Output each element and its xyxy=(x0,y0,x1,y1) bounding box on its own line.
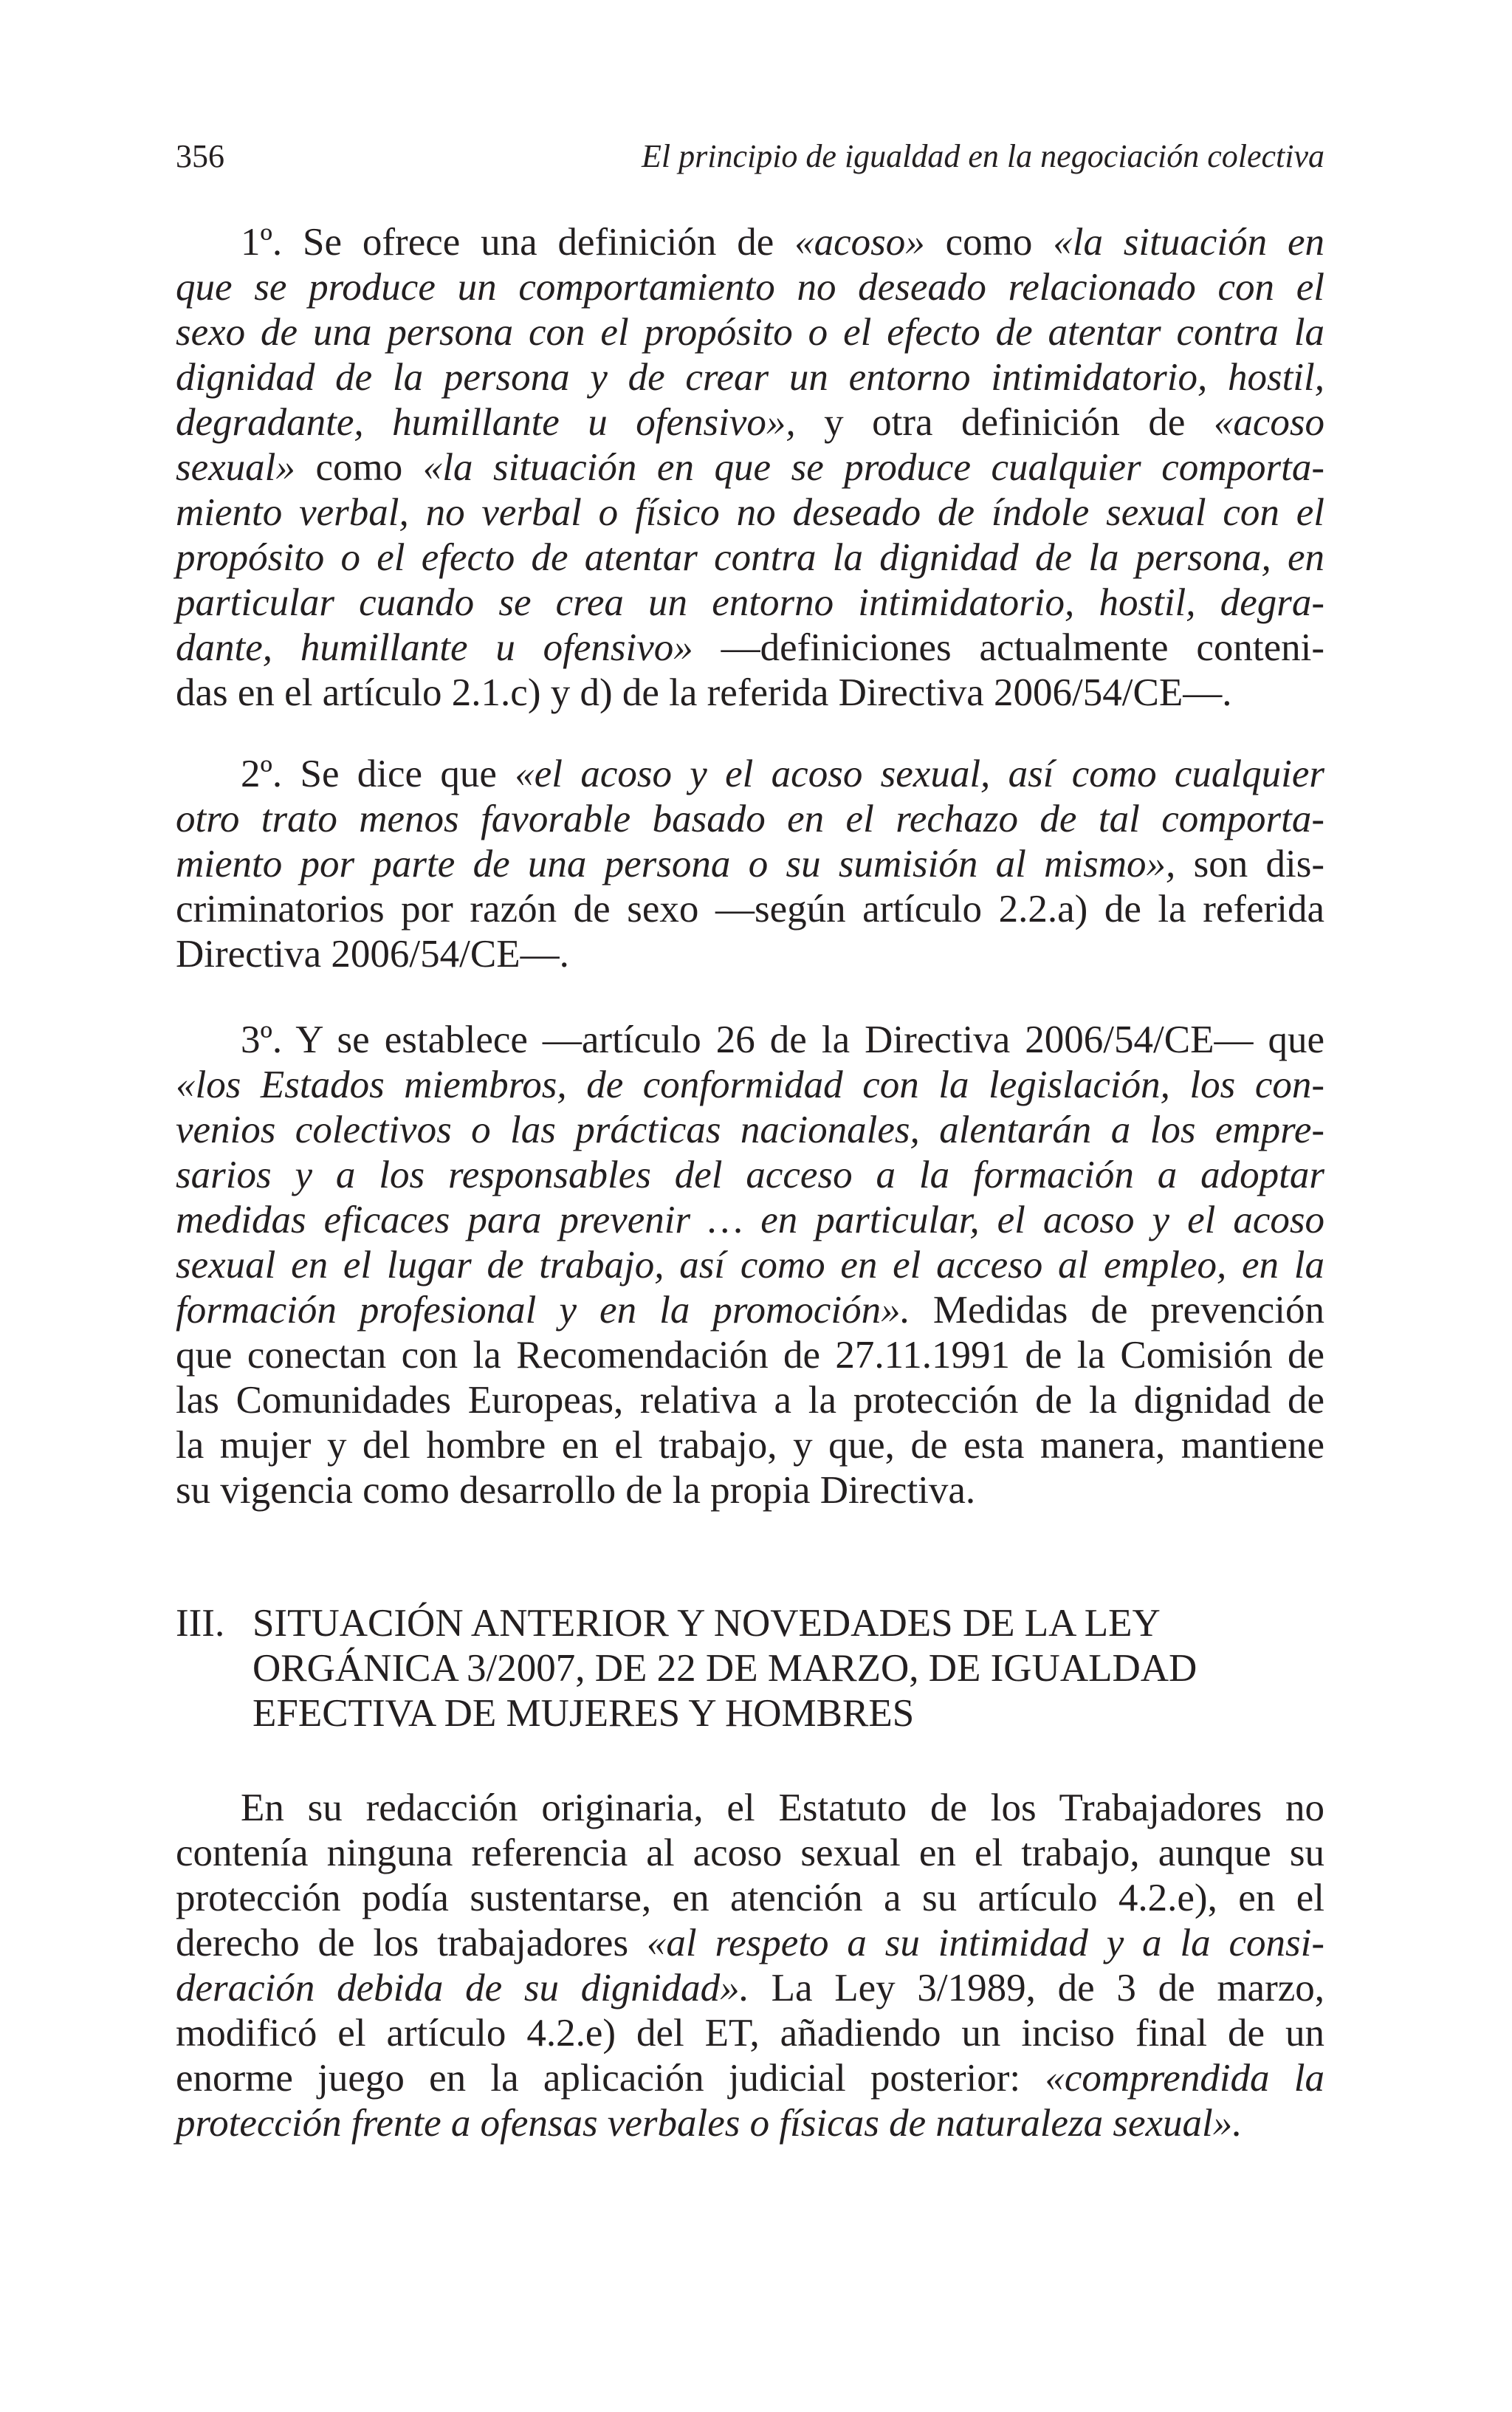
section-heading-line: ORGÁNICA 3/2007, DE 22 DE MARZO, DE IGUALDAD xyxy=(252,1647,1197,1690)
text-line xyxy=(176,1966,1324,2011)
text-line xyxy=(176,220,1324,265)
text-segment: —definiciones actualmente conteni- xyxy=(693,626,1324,669)
italic-text: sexual» xyxy=(176,446,295,489)
paragraph-1 xyxy=(176,220,1324,716)
text-line xyxy=(176,355,1324,400)
italic-text: sexo de una persona con el propósito o el efecto de atentar contra la xyxy=(176,311,1324,354)
text-segment: modificó el artículo 4.2.e) del ET, añadiendo un inciso final de un xyxy=(176,2012,1324,2055)
text-line xyxy=(176,1108,1324,1153)
text-line xyxy=(176,2101,1324,2146)
text-segment: criminatorios por razón de sexo —según artículo 2.2.a) de la referida xyxy=(176,888,1324,931)
italic-text: «la situación en que se produce cualquier comporta- xyxy=(422,446,1324,489)
italic-text: «al respeto a su intimidad y a la consi- xyxy=(646,1922,1324,1964)
text-segment: enorme juego en la aplicación judicial posterior: xyxy=(176,2057,1045,2100)
italic-text: venios colectivos o las prácticas nacionales, alentarán a los empre- xyxy=(176,1109,1324,1151)
italic-text: propósito o el efecto de atentar contra la dignidad de la persona, en xyxy=(176,536,1324,579)
paragraph-4 xyxy=(176,1786,1324,2146)
italic-text: sexual en el lugar de trabajo, así como en el acceso al empleo, en la xyxy=(176,1244,1324,1286)
text-segment: derecho de los trabajadores xyxy=(176,1922,647,1964)
section-heading-line: EFECTIVA DE MUJERES Y HOMBRES xyxy=(252,1692,915,1735)
text-segment: son dis- xyxy=(1175,843,1324,885)
text-segment: das en el artículo 2.1.c) y d) de la referida Directiva 2006/54/CE—. xyxy=(176,671,1232,714)
italic-text: particular cuando se crea un entorno intimidatorio, hostil, degra- xyxy=(176,581,1324,624)
italic-text: «comprendida la xyxy=(1045,2057,1324,2100)
text-line xyxy=(176,671,1324,716)
text-line xyxy=(176,932,1324,977)
text-line xyxy=(176,1831,1324,1876)
text-segment: y otra definición de xyxy=(795,401,1214,444)
text-line xyxy=(176,1876,1324,1921)
text-segment: como xyxy=(295,446,423,489)
text-segment: 1º. Se ofrece una definición de xyxy=(241,221,795,264)
text-line xyxy=(176,1018,1324,1063)
italic-text: dante, humillante u ofensivo» xyxy=(176,626,693,669)
italic-text: «la situación en xyxy=(1053,221,1324,264)
text-segment: 2º. Se dice que xyxy=(241,753,515,795)
text-line xyxy=(176,400,1324,445)
text-line xyxy=(176,445,1324,490)
text-segment: las Comunidades Europeas, relativa a la protección de la dignidad de xyxy=(176,1379,1324,1422)
text-line xyxy=(176,535,1324,580)
text-segment: su vigencia como desarrollo de la propia Directiva. xyxy=(176,1469,976,1512)
text-line xyxy=(176,1423,1324,1468)
section-heading-number: III. xyxy=(176,1602,225,1645)
text-segment: la mujer y del hombre en el trabajo, y que, de esta manera, mantiene xyxy=(176,1424,1324,1467)
text-segment: como xyxy=(924,221,1054,264)
text-line xyxy=(176,842,1324,887)
italic-text: que se produce un comportamiento no deseado relacionado con el xyxy=(176,266,1324,309)
italic-text: «acoso» xyxy=(794,221,925,264)
text-segment: En su redacción originaria, el Estatuto de los Trabajadores no xyxy=(241,1786,1324,1829)
text-line xyxy=(176,752,1324,797)
text-segment: La Ley 3/1989, de 3 de marzo, xyxy=(749,1967,1324,2010)
text-line xyxy=(176,626,1324,671)
running-title: El principio de igualdad en la negociación colectiva xyxy=(642,138,1324,174)
text-line xyxy=(176,580,1324,626)
italic-text: degradante, humillante u ofensivo», xyxy=(176,401,796,444)
italic-text: miento verbal, no verbal o físico no deseado de índole sexual con el xyxy=(176,491,1324,534)
text-line xyxy=(176,1921,1324,1966)
italic-text: «acoso xyxy=(1213,401,1324,444)
text-segment: Directiva 2006/54/CE—. xyxy=(176,933,569,976)
italic-text: miento por parte de una persona o su sumisión al mismo», xyxy=(176,843,1176,885)
text-line xyxy=(176,887,1324,932)
section-heading-title xyxy=(252,1601,1324,1736)
text-line xyxy=(176,490,1324,535)
italic-text: dignidad de la persona y de crear un entorno intimidatorio, hostil, xyxy=(176,356,1324,399)
text-line xyxy=(176,1063,1324,1108)
paragraph-3 xyxy=(176,1018,1324,1513)
text-line xyxy=(176,1333,1324,1378)
text-segment: contenía ninguna referencia al acoso sexual en el trabajo, aunque su xyxy=(176,1832,1324,1874)
text-line xyxy=(176,1243,1324,1288)
section-heading-line: SITUACIÓN ANTERIOR Y NOVEDADES DE LA LEY xyxy=(252,1602,1161,1645)
text-line xyxy=(176,1468,1324,1513)
text-line xyxy=(176,2056,1324,2101)
text-segment: protección podía sustentarse, en atención a su artículo 4.2.e), en el xyxy=(176,1877,1324,1919)
text-line xyxy=(176,265,1324,310)
page-header xyxy=(176,137,1324,182)
paragraph-2 xyxy=(176,752,1324,977)
text-line xyxy=(176,310,1324,355)
italic-text: medidas eficaces para prevenir … en particular, el acoso y el acoso xyxy=(176,1199,1324,1241)
text-segment: que conectan con la Recomendación de 27.11.1991 de la Comisión de xyxy=(176,1334,1324,1377)
text-line xyxy=(176,2011,1324,2056)
text-segment: 3º. Y se establece —artículo 26 de la Directiva 2006/54/CE— que xyxy=(241,1018,1324,1061)
italic-text: deración debida de su dignidad». xyxy=(176,1967,749,2010)
text-line xyxy=(176,1786,1324,1831)
text-line xyxy=(176,797,1324,842)
italic-text: sarios y a los responsables del acceso a la formación a adoptar xyxy=(176,1154,1324,1196)
text-line xyxy=(176,1288,1324,1333)
italic-text: formación profesional y en la promoción». xyxy=(176,1289,910,1332)
page-number: 356 xyxy=(176,138,224,174)
italic-text: «el acoso y el acoso sexual, así como cualquier xyxy=(515,753,1325,795)
text-line xyxy=(176,1378,1324,1423)
italic-text: «los Estados miembros, de conformidad con la legislación, los con- xyxy=(176,1063,1324,1106)
italic-text: protección frente a ofensas verbales o físicas de naturaleza sexual». xyxy=(176,2102,1243,2145)
italic-text: otro trato menos favorable basado en el rechazo de tal comporta- xyxy=(176,798,1324,840)
text-segment: Medidas de prevención xyxy=(910,1289,1324,1332)
text-line xyxy=(176,1198,1324,1243)
text-line xyxy=(176,1153,1324,1198)
